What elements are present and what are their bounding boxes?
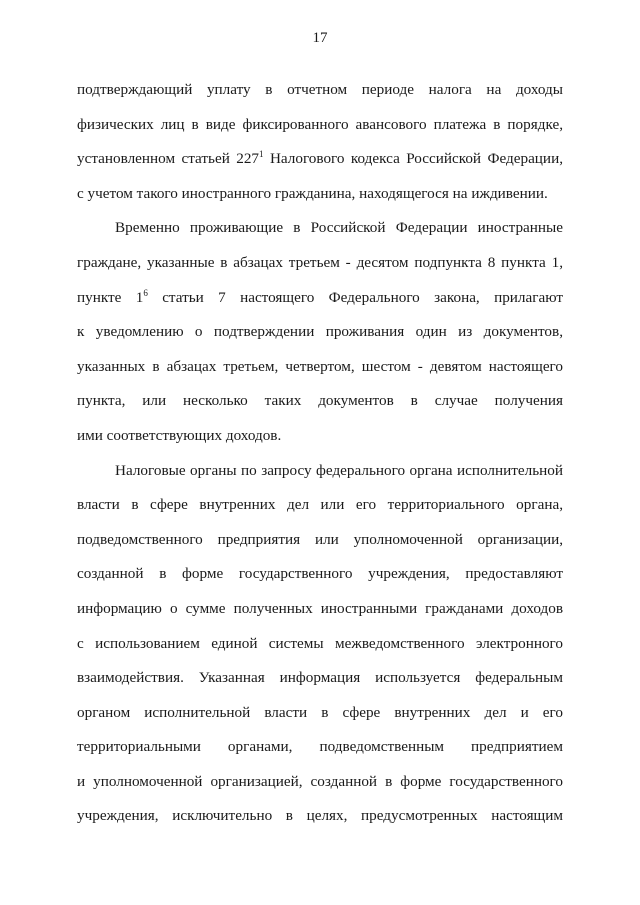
- text-fragment: установленном статьей 227: [77, 150, 260, 168]
- text-line: [77, 799, 563, 834]
- text-line: [77, 730, 563, 765]
- text-line: [77, 627, 563, 662]
- footnote-superscript: 6: [143, 287, 148, 298]
- text-fragment: с учетом такого иностранного гражданина, находящегося на иждивении.: [77, 184, 548, 202]
- text-line: [77, 142, 563, 177]
- text-fragment: Налогового кодекса Российской Федерации,: [263, 150, 563, 168]
- text-fragment: информацию о сумме полученных иностранными гражданами доходов: [77, 599, 563, 617]
- text-line: [77, 281, 563, 316]
- text-line: [77, 350, 563, 385]
- text-fragment: территориальными органами, подведомственным предприятием: [77, 738, 563, 756]
- text-line: [77, 488, 563, 523]
- text-line: [77, 592, 563, 627]
- footnote-superscript: 1: [259, 149, 264, 160]
- text-fragment: власти в сфере внутренних дел или его территориального органа,: [77, 496, 563, 514]
- text-fragment: ими соответствующих доходов.: [77, 426, 282, 444]
- text-line: [77, 211, 563, 246]
- document-body: [77, 73, 563, 834]
- text-fragment: и уполномоченной организацией, созданной в форме государственного: [77, 772, 563, 790]
- text-fragment: взаимодействия. Указанная информация используется федеральным: [77, 669, 563, 687]
- text-fragment: учреждения, исключительно в целях, предусмотренных настоящим: [77, 807, 563, 825]
- text-line: [77, 765, 563, 800]
- text-line: [77, 523, 563, 558]
- page-number: 17: [312, 30, 328, 46]
- text-fragment: пункте 1: [77, 288, 144, 306]
- text-fragment: созданной в форме государственного учреждения, предоставляют: [77, 565, 563, 583]
- text-fragment: Налоговые органы по запросу федерального органа исполнительной: [115, 461, 563, 479]
- text-line: [77, 177, 563, 212]
- text-fragment: Временно проживающие в Российской Федерации иностранные: [115, 219, 563, 237]
- text-fragment: органом исполнительной власти в сфере внутренних дел и его: [77, 703, 563, 721]
- text-line: [77, 454, 563, 489]
- text-fragment: пункта, или несколько таких документов в случае получения: [77, 392, 563, 410]
- text-fragment: статьи 7 настоящего Федерального закона, прилагают: [147, 288, 563, 306]
- text-line: [77, 696, 563, 731]
- text-fragment: к уведомлению о подтверждении проживания один из документов,: [77, 323, 563, 341]
- text-fragment: подведомственного предприятия или уполномоченной организации,: [77, 530, 563, 548]
- text-fragment: подтверждающий уплату в отчетном периоде налога на доходы: [77, 81, 563, 98]
- text-line: [77, 246, 563, 281]
- text-fragment: с использованием единой системы межведомственного электронного: [77, 634, 563, 652]
- text-fragment: физических лиц в виде фиксированного авансового платежа в порядке,: [77, 115, 563, 133]
- text-line: [77, 73, 563, 108]
- text-fragment: указанных в абзацах третьем, четвертом, шестом - девятом настоящего: [77, 357, 563, 375]
- text-line: [77, 557, 563, 592]
- text-line: [77, 108, 563, 143]
- text-fragment: граждане, указанные в абзацах третьем - десятом подпункта 8 пункта 1,: [77, 253, 563, 271]
- text-line: [77, 661, 563, 696]
- text-line: [77, 315, 563, 350]
- text-line: [77, 419, 563, 454]
- text-line: [77, 384, 563, 419]
